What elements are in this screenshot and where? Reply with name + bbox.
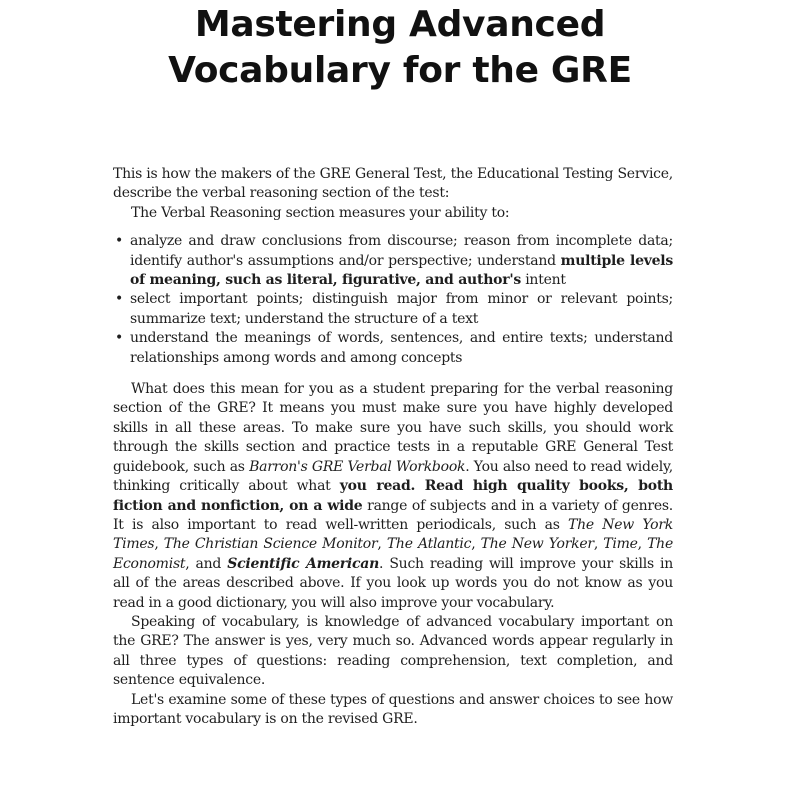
para-text: . You also need to read widely, thinking critically about what bbox=[113, 458, 673, 495]
list-item bbox=[113, 232, 673, 290]
chapter-title-line-2: Vocabulary for the GRE bbox=[168, 50, 632, 91]
bullet-marker: • bbox=[115, 330, 124, 347]
list-item bbox=[113, 290, 673, 329]
separator: , bbox=[471, 536, 481, 553]
chapter-title-line-1: Mastering Advanced bbox=[194, 4, 606, 45]
list-item bbox=[113, 329, 673, 368]
periodical-title: The Economist bbox=[113, 536, 673, 572]
bullet-text: select important points; distinguish major from minor or relevant points; summarize text; understand the structure of a text bbox=[130, 291, 673, 327]
bullet-text: analyze and draw conclusions from discourse; reason from incomplete data; identify author's assumptions and/or perspective; understand bbox=[130, 233, 673, 269]
para-text-bold: you read. Read high quality books, both fiction and nonfiction, on a wide bbox=[113, 478, 673, 514]
book-title: Barron's GRE Verbal Workbook bbox=[249, 458, 466, 475]
bullet-marker: • bbox=[115, 291, 124, 308]
para-text: What does this mean for you as a student preparing for the verbal reasoning section of the GRE? It means you must make sure you have highly developed skills in all these areas. To make sure you have such skills, you should work through the skills section and practice tests in a reputable GRE General Test guidebook, such as bbox=[113, 381, 673, 475]
chapter-title bbox=[0, 2, 800, 94]
ability-list bbox=[113, 232, 673, 368]
body-paragraph-vocabulary: Speaking of vocabulary, is knowledge of advanced vocabulary important on the GRE? The answer is yes, very much so. Advanced words appear regularly in all three types of questions: reading comprehension, text completion, and sentence equivalence. bbox=[113, 613, 673, 689]
periodical-title: Scientific American bbox=[227, 555, 380, 572]
periodical-title: The Christian Science Monitor bbox=[163, 536, 378, 553]
periodical-title: The New Yorker bbox=[480, 536, 594, 553]
bullet-text-end: intent bbox=[521, 272, 566, 289]
bullet-text: understand the meanings of words, sentences, and entire texts; understand relationships among words and among concepts bbox=[130, 330, 673, 366]
body-paragraph-examine: Let's examine some of these types of questions and answer choices to see how important vocabulary is on the revised GRE. bbox=[113, 691, 673, 727]
separator: , bbox=[377, 536, 387, 553]
periodical-title: The New York Times bbox=[113, 516, 673, 553]
body-paragraph-reading bbox=[113, 380, 673, 613]
bullet-marker: • bbox=[115, 233, 124, 250]
separator: , bbox=[637, 536, 648, 553]
para-text: . Such reading will improve your skills in all of the areas described above. If you look up words you do not know as you read in a good dictionary, you will also improve your vocabulary. bbox=[113, 555, 673, 611]
quote-lead: The Verbal Reasoning section measures your ability to: bbox=[131, 204, 510, 221]
separator: , and bbox=[185, 555, 228, 572]
periodical-title: The Atlantic bbox=[386, 536, 472, 553]
bullet-text-bold: multiple levels of meaning, such as literal, figurative, and author's bbox=[130, 252, 674, 289]
separator: , bbox=[154, 536, 164, 553]
separator: , bbox=[593, 536, 604, 553]
chapter-body bbox=[113, 165, 673, 729]
intro-paragraph: This is how the makers of the GRE General Test, the Educational Testing Service, describe the verbal reasoning section of the test: bbox=[113, 166, 673, 202]
periodical-title: Time bbox=[603, 536, 638, 553]
para-text: range of subjects and in a variety of genres. It is also important to read well-written periodicals, such as bbox=[113, 497, 673, 533]
